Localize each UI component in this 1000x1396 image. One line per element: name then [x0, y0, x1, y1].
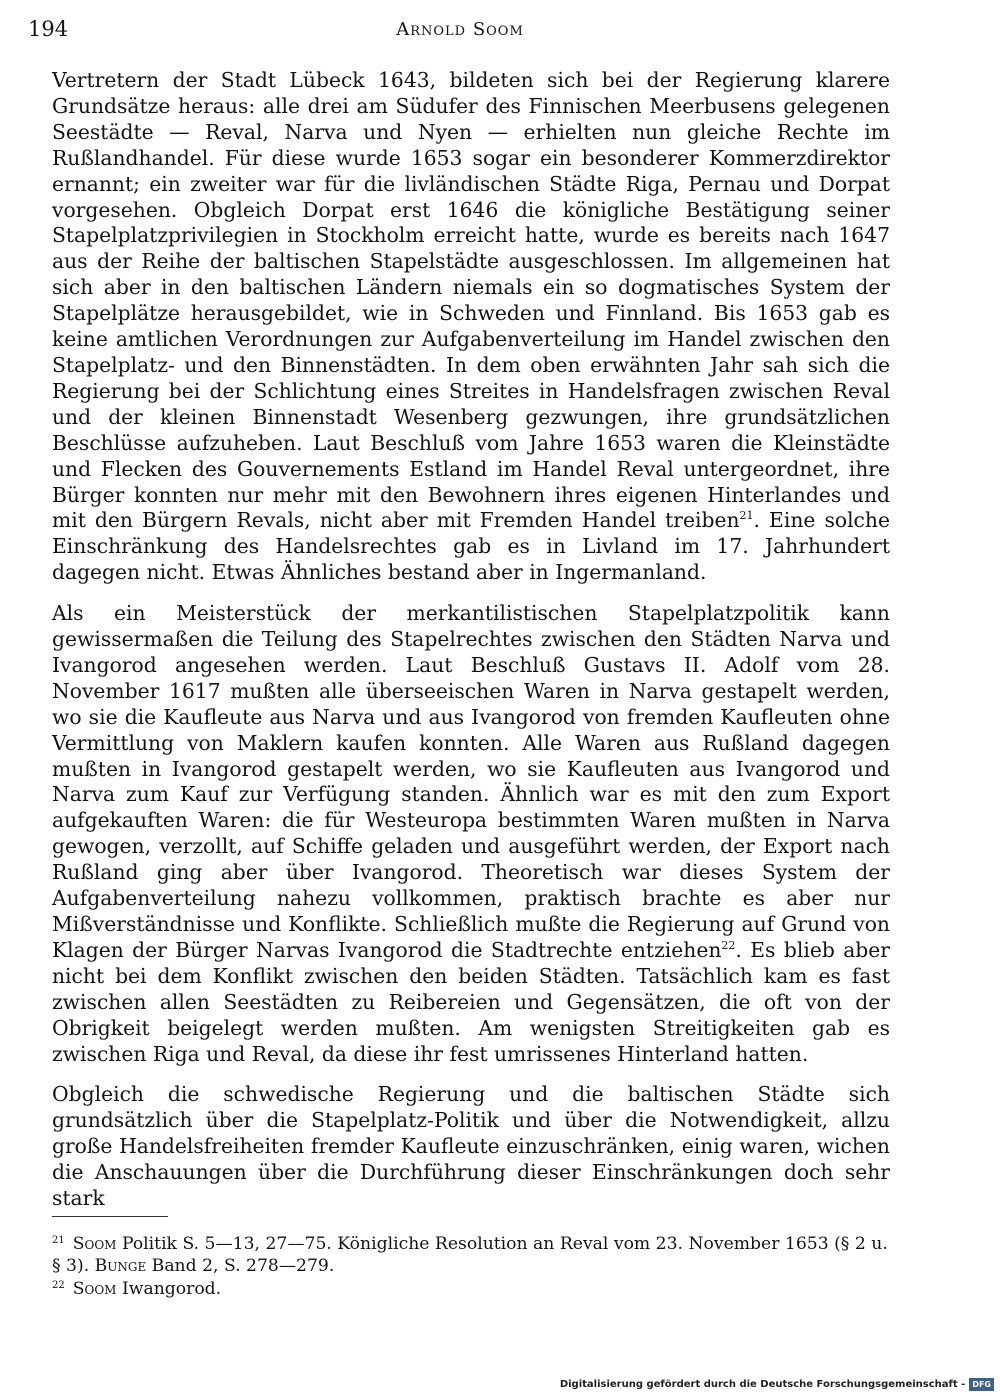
footnote-number: 22: [52, 1280, 65, 1291]
page-number: 194: [28, 17, 69, 41]
footnote-author: Soom: [72, 1234, 117, 1254]
paragraph-3: [52, 1082, 890, 1212]
footnote-divider: [52, 1216, 168, 1217]
digitization-credit: [560, 1376, 994, 1392]
paragraph-1: [52, 68, 890, 586]
footnote-22: [52, 1279, 890, 1301]
footnote-text: Iwangorod.: [116, 1279, 222, 1299]
footnote-ref-21: 21: [739, 509, 754, 523]
footnote-number: 21: [52, 1235, 65, 1246]
running-title: Arnold Soom: [396, 19, 524, 40]
paragraph-1-text: Vertretern der Stadt Lübeck 1643, bildeten sich bei der Regierung klarere Grundsätze heraus: alle drei am Südufer des Finnischen Meerbusens gelegenen Seestädte — Reval, Narva und Nyen — erhielten nun gleiche Rechte im Rußlandhandel. Für diese wurde 1653 sogar ein besonderer Kommerzdirektor ernannt; ein zweiter war für die livländischen Städte Riga, Pernau und Dorpat vorgesehen. Obgleich Dorpat erst 1646 die königliche Bestätigung seiner Stapelplatzprivilegien in Stockholm erreicht hatte, wurde es bereits nach 1647 aus der Reihe der baltischen Stapelstädte ausgeschlossen. Im allgemeinen hat sich aber in den baltischen Ländern niemals ein so dogmatisches System der Stapelplätze herausgebildet, wie in Schweden und Finnland. Bis 1653 gab es keine amtlichen Verordnungen zur Aufgabenverteilung im Handel zwischen den Stapelplatz- und den Binnenstädten. In dem oben erwähnten Jahr sah sich die Regierung bei der Schlichtung eines Streites in Handelsfragen zwischen Reval und der kleinen Binnenstadt Wesenberg gezwungen, ihre grundsätzlichen Beschlüsse aufzuheben. Laut Beschluß vom Jahre 1653 waren die Kleinstädte und Flecken des Gouvernements Estland im Handel Reval untergeordnet, ihre Bürger konnten nur mehr mit den Bewohnern ihres eigenen Hinterlandes und mit den Bürgern Revals, nicht aber mit Fremden Handel treiben: [52, 68, 890, 533]
body-text: [52, 68, 890, 1212]
footnote-ref-22: 22: [721, 938, 736, 952]
paragraph-2-text-cont: . Es blieb aber nicht bei dem Konflikt zwischen den beiden Städten. Tatsächlich kam es fast zwischen allen Seestädten zu Reibereien und Gegensätzen, die oft von der Obrigkeit beigelegt werden mußten. Am wenigsten Streitigkeiten gab es zwischen Riga und Reval, da diese ihr fest umrissenes Hinterland hatten.: [52, 937, 890, 1066]
footnote-21: [52, 1234, 890, 1277]
paragraph-2: [52, 601, 890, 1067]
paragraph-1-text-cont: . Eine solche Einschränkung des Handelsrechtes gab es in Livland im 17. Jahrhundert dagegen nicht. Etwas Ähnliches bestand aber in Ingermanland.: [52, 508, 890, 585]
dfg-logo-icon: DFG: [969, 1378, 994, 1391]
footnote-author: Soom: [72, 1279, 117, 1299]
footnotes: [52, 1234, 890, 1303]
paragraph-3-text: Obgleich die schwedische Regierung und die baltischen Städte sich grundsätzlich über die Stapelplatz-Politik und über die Notwendigkeit, allzu große Handelsfreiheiten fremder Kaufleute einzuschränken, einig waren, wichen die Anschauungen über die Durchführung dieser Einschränkungen doch sehr stark: [52, 1082, 890, 1211]
running-head: [28, 17, 892, 47]
footnote-text-2: Band 2, S. 278—279.: [146, 1255, 335, 1276]
footnote-author-2: Bunge: [94, 1255, 147, 1276]
paragraph-2-text: Als ein Meisterstück der merkantilistischen Stapelplatzpolitik kann gewissermaßen die Teilung des Stapelrechtes zwischen den Städten Narva und Ivangorod angesehen werden. Laut Beschluß Gustavs II. Adolf vom 28. November 1617 mußten alle überseeischen Waren in Narva gestapelt werden, wo sie die Kaufleute aus Narva und aus Ivangorod von fremden Kaufleuten ohne Vermittlung von Maklern kaufen konnten. Alle Waren aus Rußland dagegen mußten in Ivangorod gestapelt werden, wo sie Kaufleuten aus Ivangorod und Narva zum Kauf zur Verfügung standen. Ähnlich war es mit den zum Export aufgekauften Waren: die für Westeuropa bestimmten Waren mußten in Narva gewogen, verzollt, auf Schiffe geladen und ausgeführt werden, der Export nach Rußland ging aber über Ivangorod. Theoretisch war dieses System der Aufgabenverteilung nahezu vollkommen, praktisch brachte es aber nur Mißverständnisse und Konflikte. Schließlich mußte die Regierung auf Grund von Klagen der Bürger Narvas Ivangorod die Stadtrechte entziehen: [52, 601, 890, 962]
credit-text: Digitalisierung gefördert durch die Deutsche Forschungsgemeinschaft -: [559, 1378, 966, 1390]
footnote-text: Politik S. 5—13, 27—75. Königliche Resolution an Reval vom 23. November 1653 (§ 2 u. § 3).: [52, 1234, 888, 1276]
